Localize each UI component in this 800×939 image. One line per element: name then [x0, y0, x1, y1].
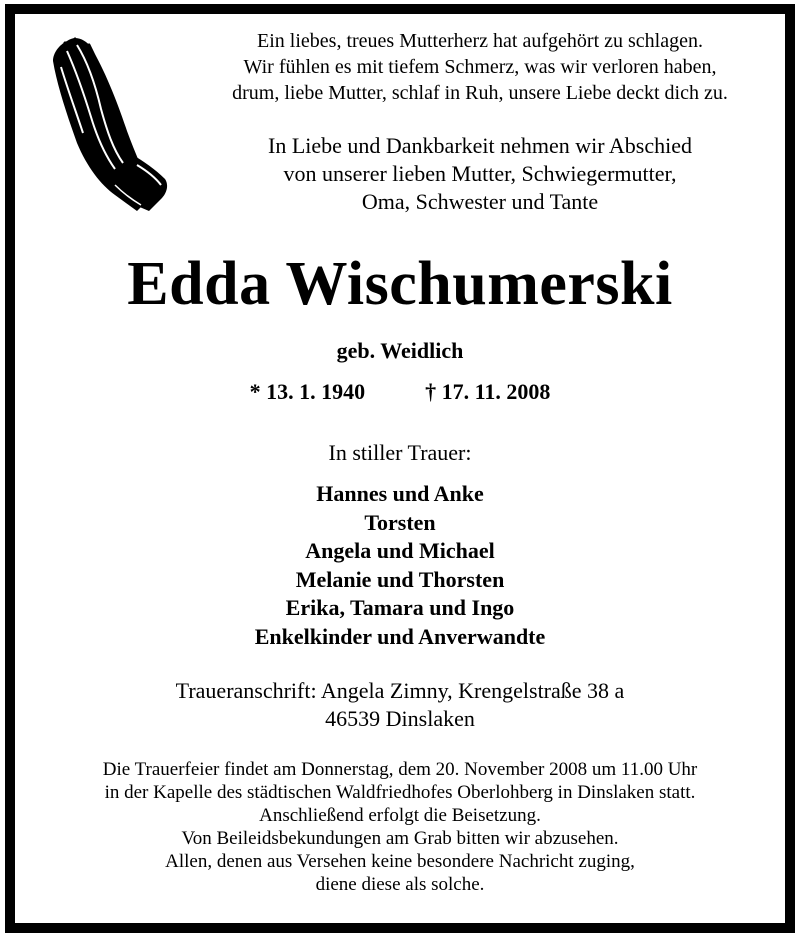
notice-line: in der Kapelle des städtischen Waldfriedhofes Oberlohberg in Dinslaken statt.: [104, 782, 696, 803]
intro-line: In Liebe und Dankbarkeit nehmen wir Abschied: [268, 133, 692, 158]
mourner-entry: Torsten: [364, 509, 436, 535]
intro-line: Oma, Schwester und Tante: [361, 189, 599, 214]
mourners-list: [0, 480, 800, 651]
address-line: Traueranschrift: Angela Zimny, Krengelstraße 38 a: [175, 678, 625, 703]
poem-line: drum, liebe Mutter, schlaf in Ruh, unsere Liebe deckt dich zu.: [232, 82, 728, 104]
poem-verse: [190, 28, 770, 106]
farewell-intro: [190, 132, 770, 216]
birth-date: * 13. 1. 1940: [249, 379, 366, 404]
mourner-entry: Melanie und Thorsten: [295, 566, 505, 592]
address-line: 46539 Dinslaken: [325, 706, 475, 731]
praying-hands-icon: [45, 35, 175, 215]
poem-line: Wir fühlen es mit tiefem Schmerz, was wir verloren haben,: [243, 56, 717, 78]
deceased-name: Edda Wischumerski: [127, 250, 673, 318]
notice-line: Von Beileidsbekundungen am Grab bitten wir abzusehen.: [181, 828, 619, 849]
mourning-title: In stiller Trauer:: [328, 440, 472, 465]
mourner-entry: Angela und Michael: [305, 538, 495, 563]
notice-line: Die Trauerfeier findet am Donnerstag, dem 20. November 2008 um 11.00 Uhr: [102, 759, 698, 780]
death-date: † 17. 11. 2008: [425, 379, 551, 404]
life-dates: [0, 377, 800, 407]
mourner-entry: Enkelkinder und Anverwandte: [254, 623, 546, 649]
notice-line: Anschließend erfolgt die Beisetzung.: [259, 805, 541, 826]
notice-line: diene diese als solche.: [315, 874, 485, 895]
maiden-name: geb. Weidlich: [336, 338, 464, 363]
mourner-entry: Hannes und Anke: [316, 481, 484, 506]
poem-line: Ein liebes, treues Mutterherz hat aufgehört zu schlagen.: [257, 30, 703, 52]
mourner-entry: Erika, Tamara und Ingo: [285, 595, 515, 620]
notice-line: Allen, denen aus Versehen keine besondere Nachricht zuging,: [165, 851, 635, 872]
intro-line: von unserer lieben Mutter, Schwiegermutter,: [283, 161, 677, 186]
mourning-address: [0, 677, 800, 733]
funeral-notice: [0, 758, 800, 896]
